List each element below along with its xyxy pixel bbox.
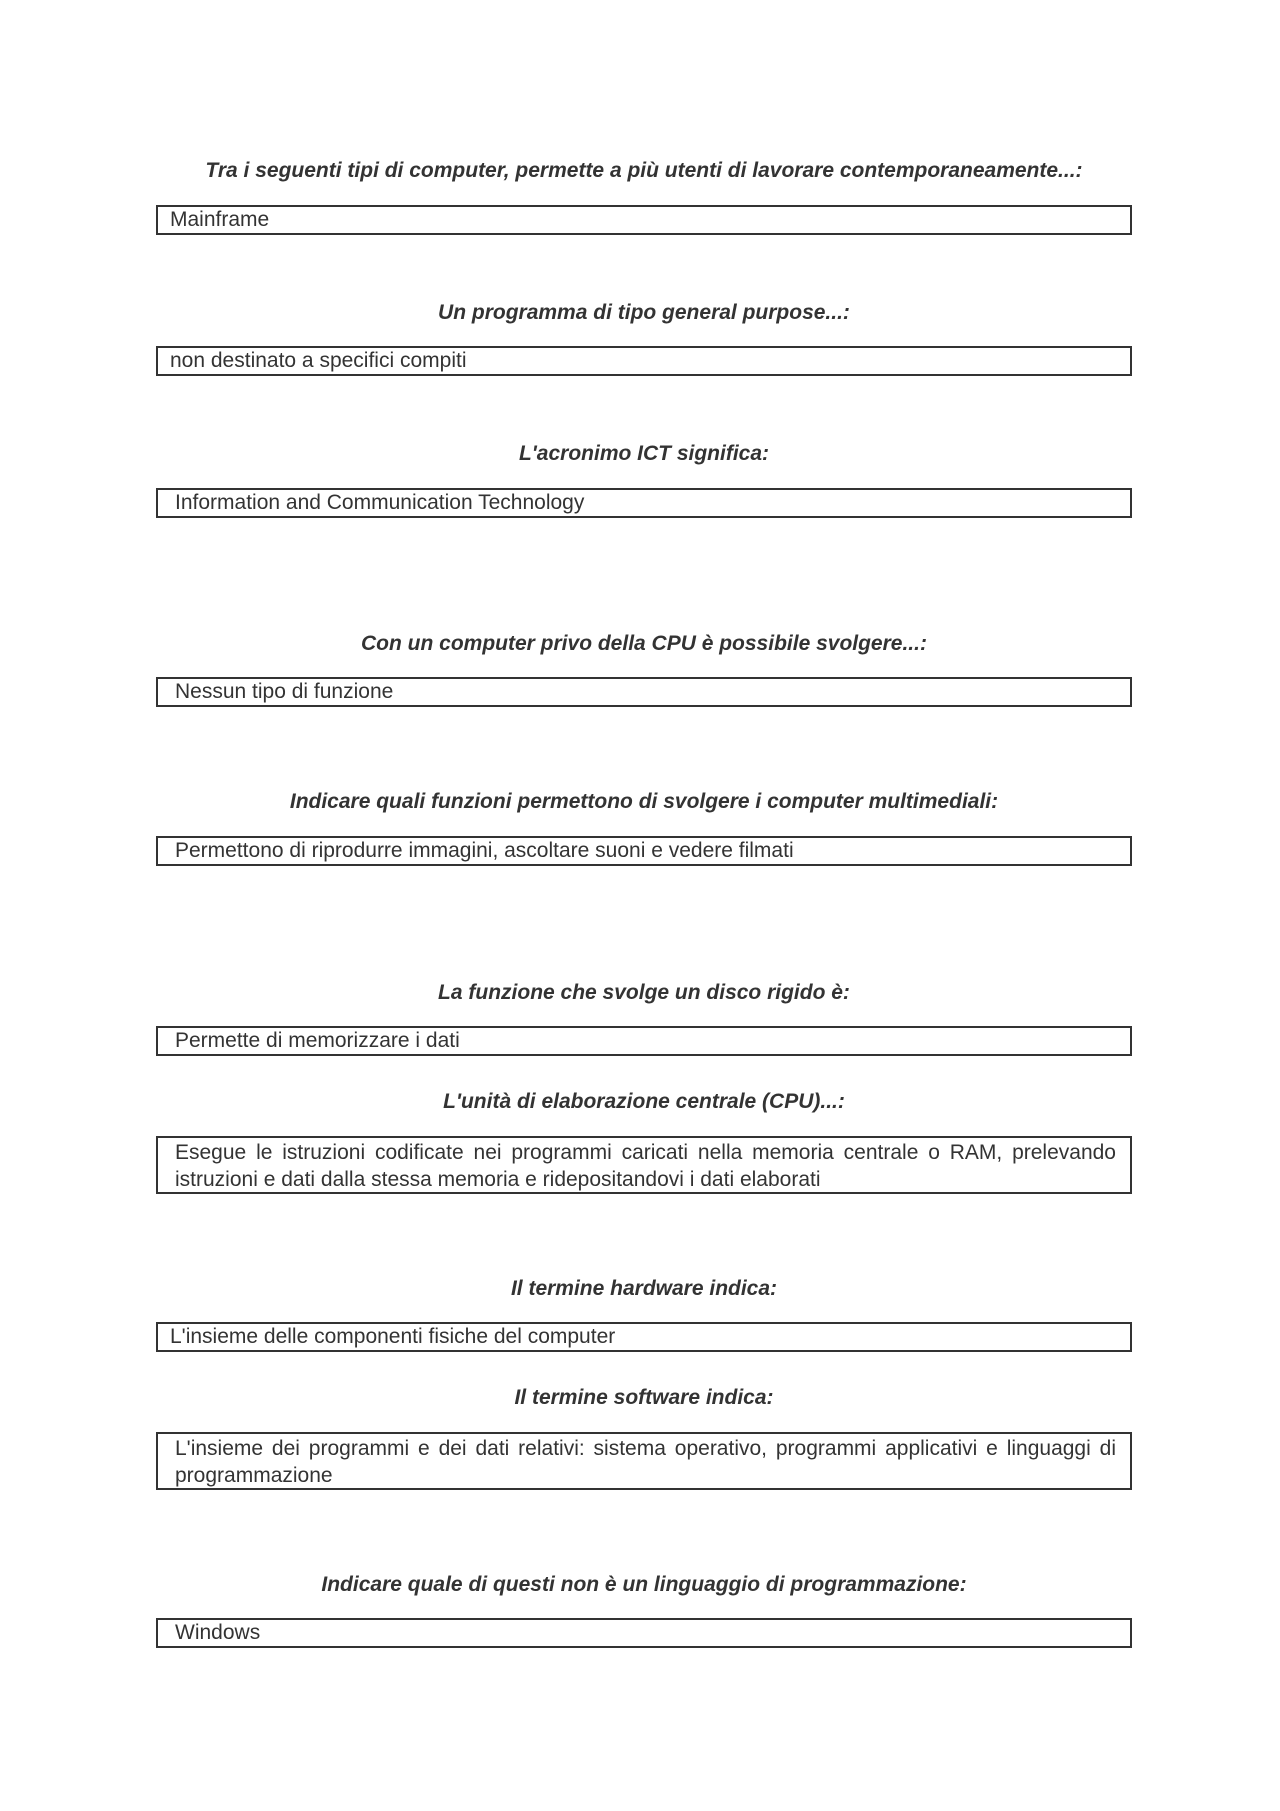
answer-box-3: Information and Communication Technology [156,488,1132,518]
question-3: L'acronimo ICT significa: [518,442,770,465]
answer-box-5: Permettono di riprodurre immagini, ascoltare suoni e vedere filmati [156,836,1132,866]
question-5: Indicare quali funzioni permettono di svolgere i computer multimediali: [289,790,999,813]
answer-box-6: Permette di memorizzare i dati [156,1026,1132,1056]
answer-box-9: L'insieme dei programmi e dei dati relativi: sistema operativo, programmi applicativi e linguaggi di programmazione [156,1432,1132,1490]
question-7: L'unità di elaborazione centrale (CPU)...: [443,1090,845,1113]
question-4: Con un computer privo della CPU è possibile svolgere...: [361,632,927,655]
question-2: Un programma di tipo general purpose...: [438,301,850,324]
question-10: Indicare quale di questi non è un linguaggio di programmazione: [321,1573,967,1596]
answer-box-2: non destinato a specifici compiti [156,346,1132,376]
answer-box-10: Windows [156,1618,1132,1648]
question-9: Il termine software indica: [514,1386,774,1409]
answer-box-7: Esegue le istruzioni codificate nei programmi caricati nella memoria centrale o RAM, prelevando istruzioni e dati dalla stessa memoria e ridepositandovi i dati elaborati [156,1136,1132,1194]
question-8: Il termine hardware indica: [510,1277,778,1300]
answer-box-8: L'insieme delle componenti fisiche del computer [156,1322,1132,1352]
answer-box-4: Nessun tipo di funzione [156,677,1132,707]
question-6: La funzione che svolge un disco rigido è: [438,981,850,1004]
answer-box-1: Mainframe [156,205,1132,235]
question-1: Tra i seguenti tipi di computer, permette a più utenti di lavorare contemporaneamente...: [205,159,1083,182]
